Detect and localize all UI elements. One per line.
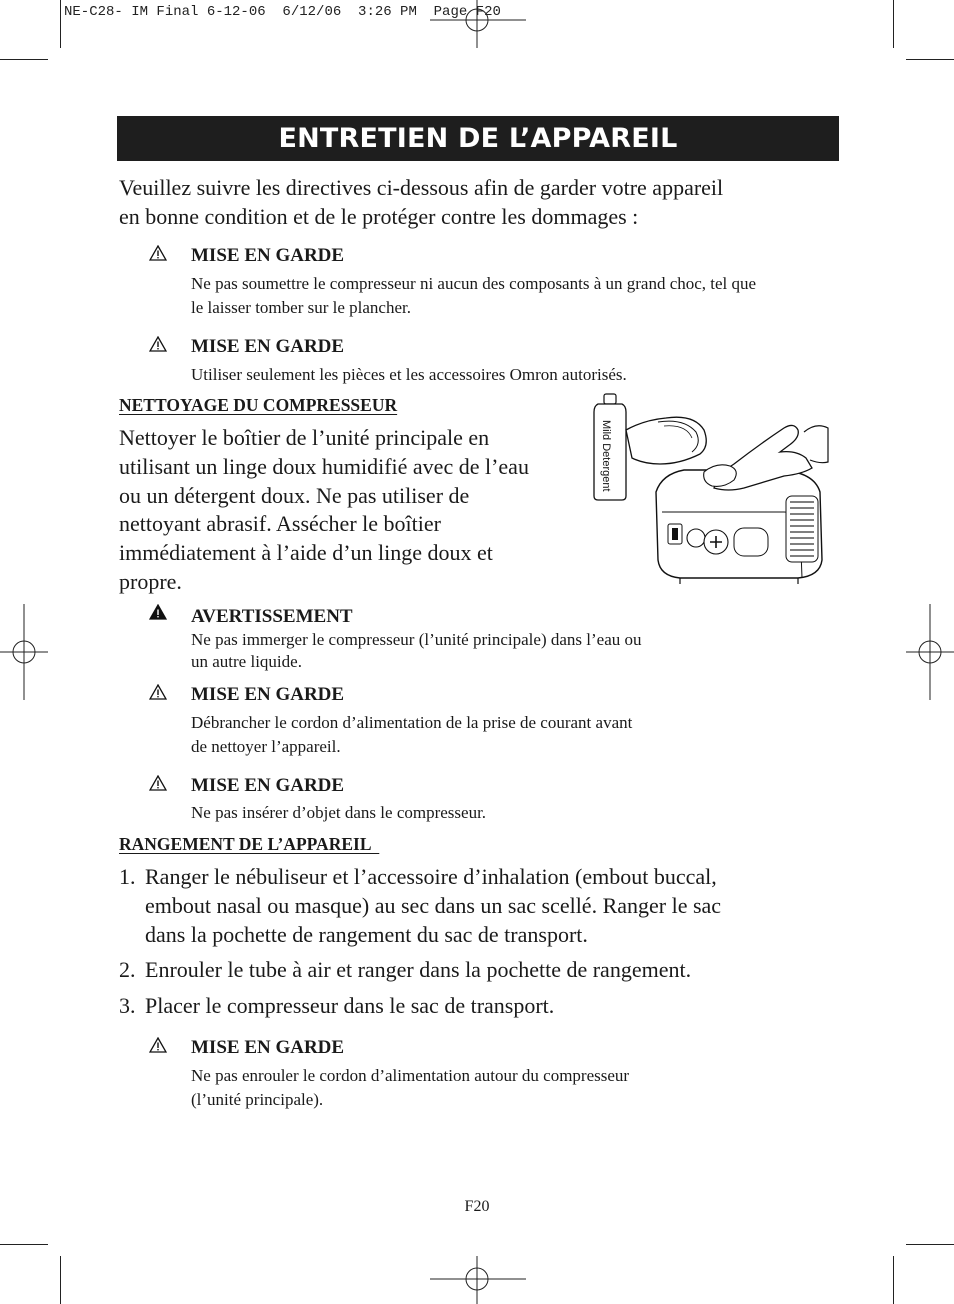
list-line: embout nasal ou masque) au sec dans un sac scellé. Ranger le sac: [145, 892, 722, 918]
list-line: Placer le compresseur dans le sac de transport.: [145, 993, 555, 1018]
list-line: dans la pochette de rangement du sac de transport.: [145, 921, 588, 947]
caution-line: Ne pas enrouler le cordon d’alimentation autour du compresseur: [191, 1066, 630, 1085]
compressor-cleaning-illustration: [584, 392, 830, 588]
caution-heading: MISE EN GARDE: [191, 336, 345, 357]
page-number: F20: [464, 1198, 490, 1215]
section-heading-cleaning: NETTOYAGE DU COMPRESSEUR: [119, 395, 398, 415]
caution-line: Ne pas insérer d’objet dans le compresseur.: [191, 803, 487, 822]
crosshair-registration-mark-icon: [0, 604, 48, 700]
caution-text: [191, 272, 831, 319]
bottle-label: Mild Detergent: [600, 420, 612, 492]
intro-line: en bonne condition et de le protéger contre les dommages :: [119, 204, 639, 229]
crosshair-registration-mark-icon: [430, 0, 526, 48]
caution-line: Ne pas soumettre le compresseur ni aucun des composants à un grand choc, tel que: [191, 274, 757, 293]
list-number: 2.: [119, 957, 136, 982]
warning-triangle-icon: [149, 684, 167, 700]
warning-triangle-icon: [149, 336, 167, 352]
caution-text: [191, 711, 831, 758]
intro-paragraph: [119, 173, 819, 231]
list-line: Enrouler le tube à air et ranger dans la pochette de rangement.: [145, 957, 692, 982]
storage-list-item: [119, 863, 819, 949]
caution-line: le laisser tomber sur le plancher.: [191, 297, 411, 317]
paragraph-line: utilisant un linge doux humidifié avec de l’eau: [119, 453, 529, 479]
cleaning-paragraph: [119, 424, 589, 597]
detergent-bottle: [594, 394, 626, 500]
warning-text: [191, 629, 831, 673]
page-title: ENTRETIEN DE L’APPAREIL: [117, 116, 839, 161]
list-line: Ranger le nébuliseur et l’accessoire d’inhalation (embout buccal,: [145, 864, 717, 889]
caution-heading: MISE EN GARDE: [191, 775, 345, 796]
storage-list-item: [119, 992, 819, 1021]
print-slug: NE-C28- IM Final 6-12-06 6/12/06 3:26 PM Page F20: [64, 4, 501, 20]
paragraph-line: propre.: [119, 568, 182, 594]
warning-triangle-icon: [149, 604, 167, 620]
paragraph-line: immédiatement à l’aide d’un linge doux et: [119, 540, 493, 566]
warning-triangle-icon: [149, 775, 167, 791]
crosshair-registration-mark-icon: [430, 1256, 526, 1304]
section-heading-storage: RANGEMENT DE L’APPAREIL: [119, 834, 380, 854]
warning-line: Ne pas immerger le compresseur (l’unité principale) dans l’eau ou: [191, 630, 642, 649]
cloth: [626, 417, 706, 464]
crosshair-registration-mark-icon: [906, 604, 954, 700]
caution-heading: MISE EN GARDE: [191, 1037, 345, 1058]
caution-line: Utiliser seulement les pièces et les accessoires Omron autorisés.: [191, 365, 627, 384]
warning-triangle-icon: [149, 245, 167, 261]
caution-line: (l’unité principale).: [191, 1089, 324, 1109]
list-number: 1.: [119, 864, 136, 889]
intro-line: Veuillez suivre les directives ci-dessous afin de garder votre appareil: [119, 175, 724, 200]
paragraph-line: ou un détergent doux. Ne pas utiliser de: [119, 482, 470, 508]
paragraph-line: Nettoyer le boîtier de l’unité principale en: [119, 425, 490, 450]
caution-heading: MISE EN GARDE: [191, 684, 345, 705]
warning-triangle-icon: [149, 1037, 167, 1053]
warning-line: un autre liquide.: [191, 652, 302, 671]
caution-line: de nettoyer l’appareil.: [191, 736, 341, 756]
storage-list-item: [119, 956, 819, 985]
warning-heading: AVERTISSEMENT: [191, 606, 353, 627]
caution-line: Débrancher le cordon d’alimentation de la prise de courant avant: [191, 713, 633, 732]
caution-heading: MISE EN GARDE: [191, 245, 345, 266]
list-number: 3.: [119, 993, 136, 1018]
caution-text: [191, 1064, 831, 1111]
paragraph-line: nettoyant abrasif. Assécher le boîtier: [119, 511, 441, 537]
